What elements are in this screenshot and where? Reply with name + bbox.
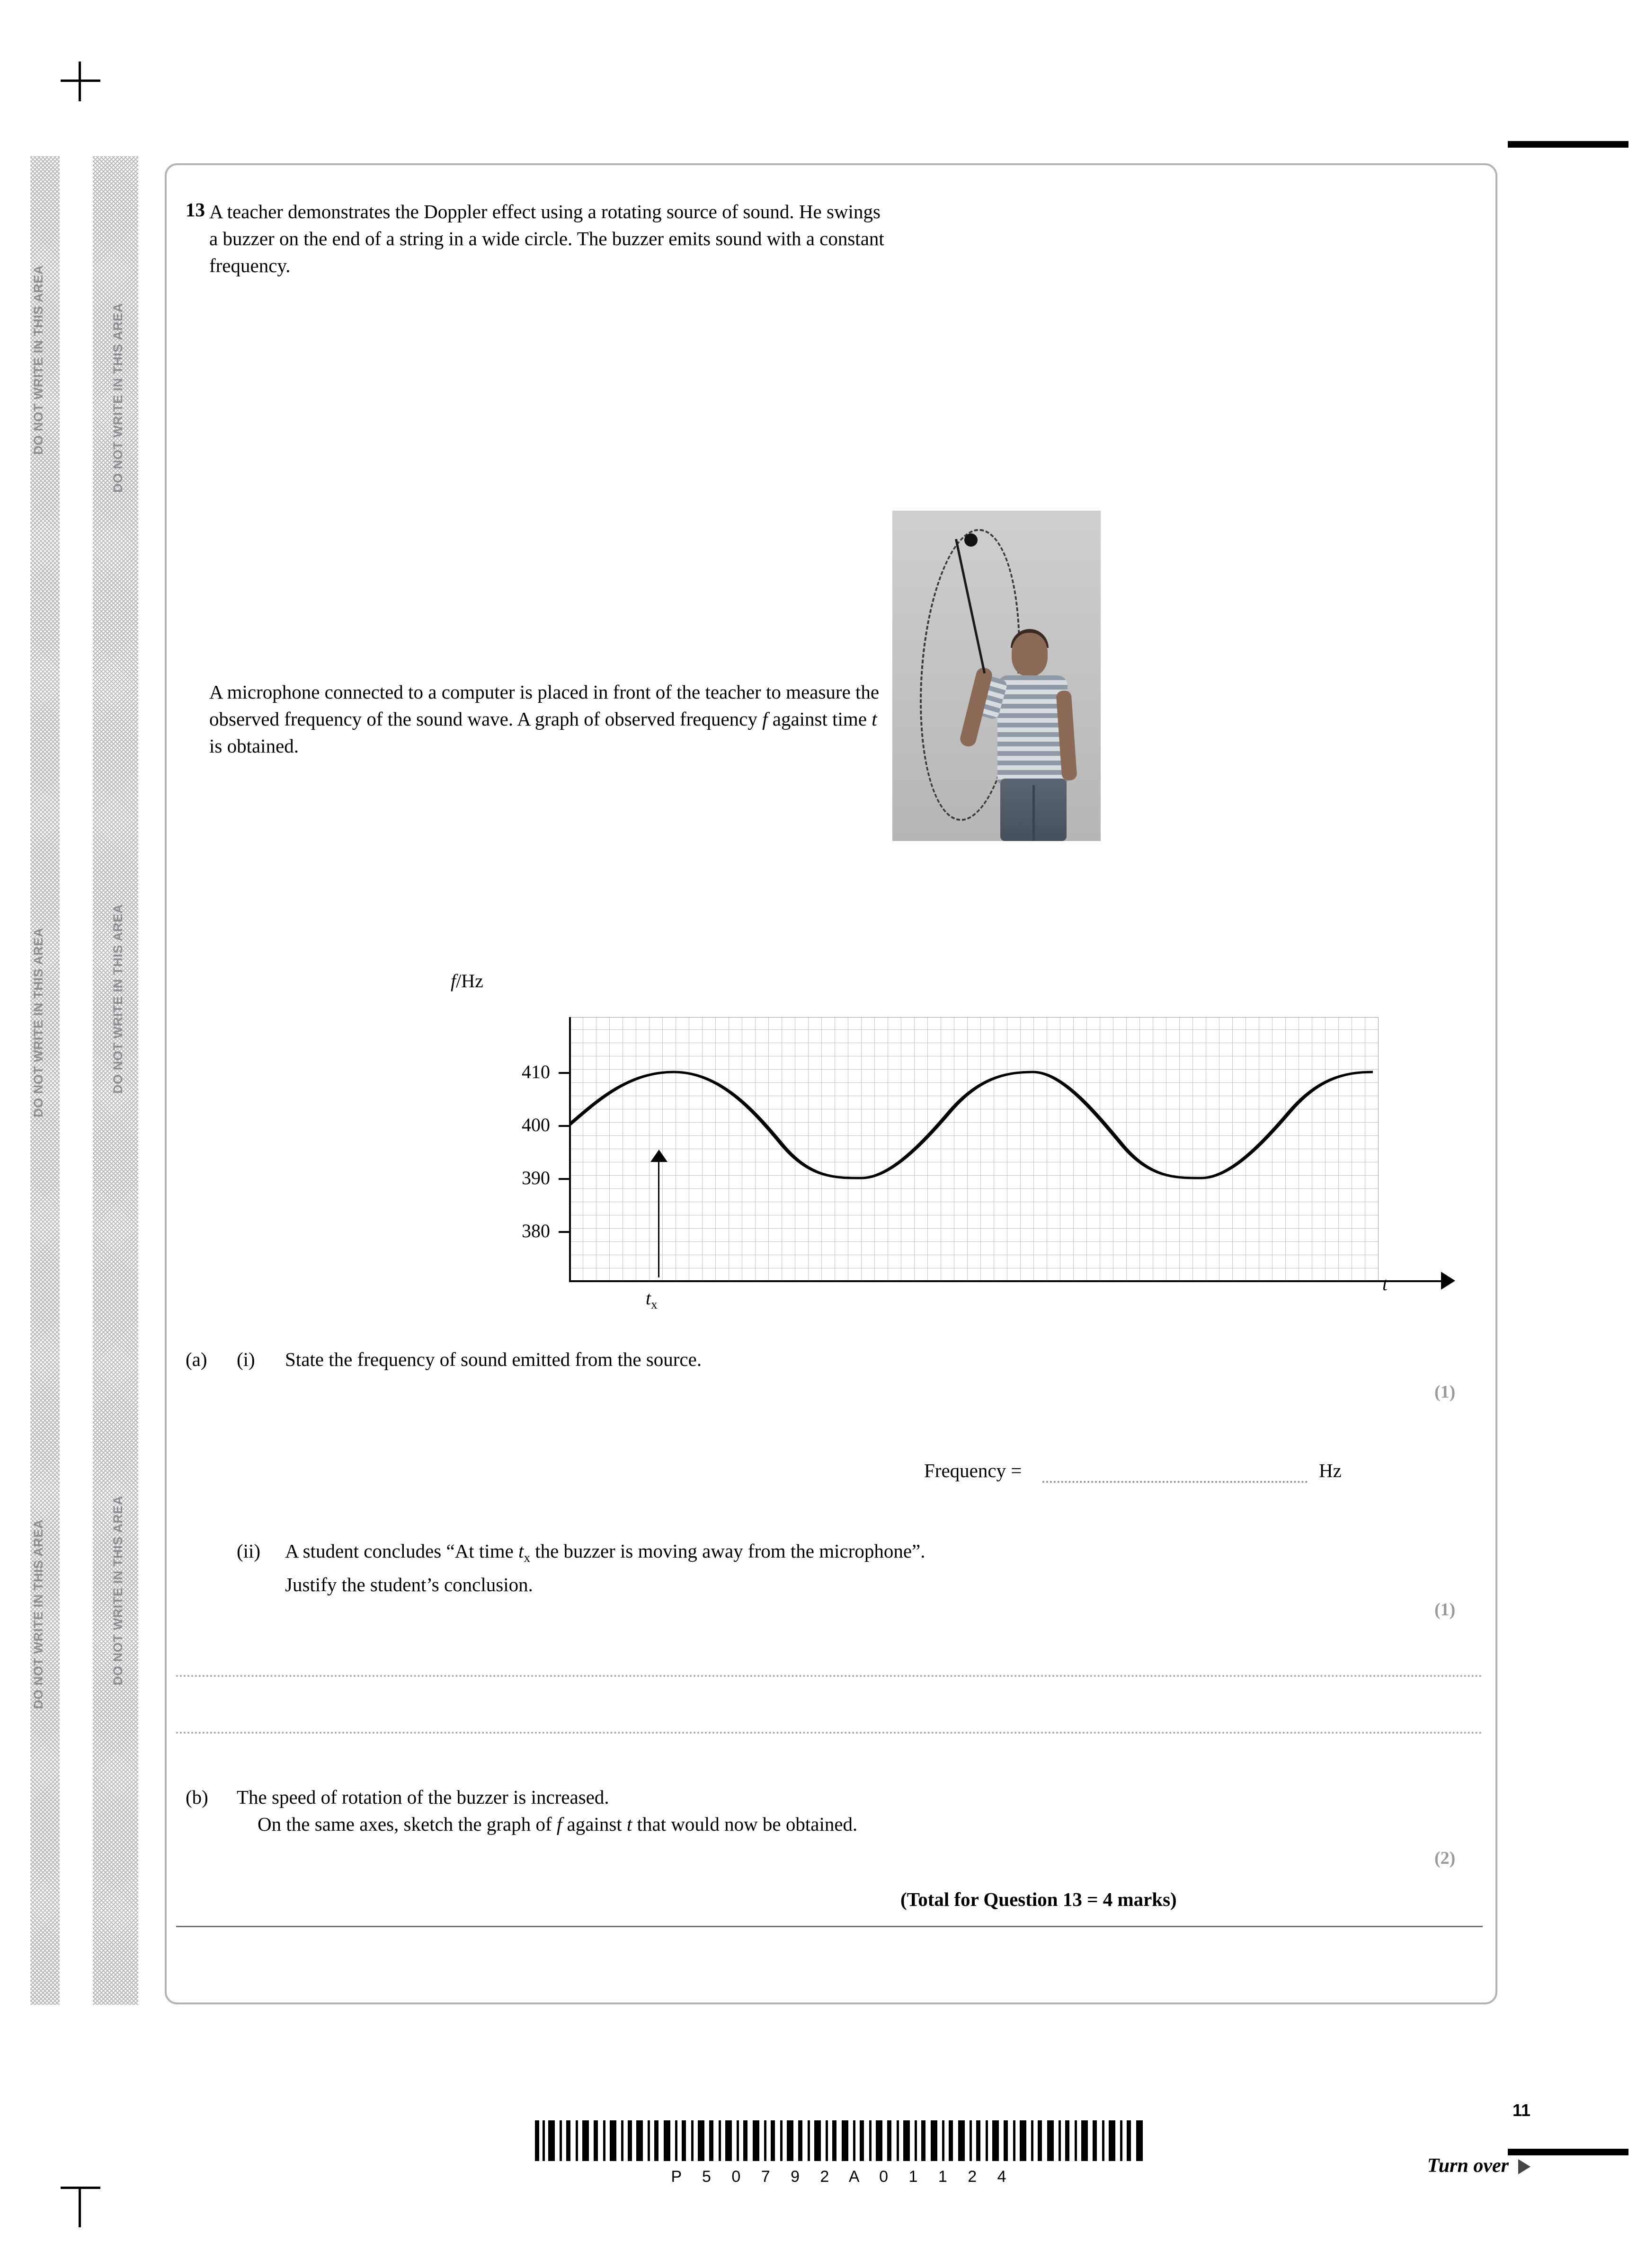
graph-x-axis-arrow (1441, 1272, 1455, 1290)
y-axis-label: f/Hz (451, 970, 483, 992)
symbol-t: t (872, 708, 877, 730)
question-panel (165, 163, 1497, 2004)
part-a-ii-text-b: the buzzer is moving away from the microphone”. (530, 1540, 925, 1562)
y-tick-label-380: 380 (522, 1220, 550, 1241)
turn-over-arrow-icon (1518, 2159, 1530, 2174)
part-a-ii-roman: (ii) (237, 1540, 261, 1562)
question-total: (Total for Question 13 = 4 marks) (900, 1888, 1177, 1910)
y-tick-label-390: 390 (522, 1167, 550, 1188)
tx-indicator-line (658, 1153, 659, 1277)
tx-label: $t_x$ (646, 1287, 658, 1311)
symbol-f: f (556, 1813, 562, 1835)
do-not-write-label: DO NOT WRITE IN THIS AREA (31, 1519, 45, 1709)
question-number: 13 (186, 199, 205, 221)
symbol-t-subscript: x (524, 1550, 530, 1565)
part-a-ii-text-a: A student concludes “At time (285, 1540, 519, 1562)
part-a-label: (a) (186, 1348, 207, 1370)
do-not-write-label: DO NOT WRITE IN THIS AREA (31, 265, 45, 455)
symbol-f: f (762, 708, 768, 730)
panel-content (167, 165, 1495, 2002)
barcode (535, 2120, 1146, 2161)
frequency-time-graph (432, 1003, 1407, 1344)
frequency-answer-input[interactable] (1042, 1481, 1308, 1483)
question-stem-line-3: frequency. (209, 255, 291, 276)
part-a-ii-marks: (1) (1434, 1600, 1456, 1620)
part-b-marks: (2) (1434, 1848, 1456, 1868)
person-head (1012, 633, 1048, 676)
part-b-text-line2: On the same axes, sketch the graph of f against t that would now be obtained. (258, 1813, 858, 1835)
crop-mark-top-left-vertical (79, 62, 81, 101)
frequency-curve (569, 1003, 1383, 1287)
symbol-t: t (626, 1813, 632, 1835)
frequency-answer-unit: Hz (1319, 1460, 1342, 1481)
do-not-write-label: DO NOT WRITE IN THIS AREA (111, 904, 125, 1094)
answer-line-2[interactable] (176, 1732, 1483, 1734)
do-not-write-label: DO NOT WRITE IN THIS AREA (31, 928, 45, 1117)
question-stem-line-1: A teacher demonstrates the Doppler effect using a rotating source of sound. He swings (209, 201, 881, 222)
part-a-ii-text-line2: Justify the student’s conclusion. (285, 1574, 533, 1596)
y-tick-label-400: 400 (522, 1114, 550, 1135)
total-divider (176, 1926, 1483, 1927)
question-stem (209, 198, 1345, 279)
part-b-text (237, 1784, 1373, 1838)
registration-bar-bottom (1508, 2149, 1628, 2155)
question-stem-line-2: a buzzer on the end of a string in a wide circle. The buzzer emits sound with a constant (209, 228, 884, 249)
part-a-i-marks: (1) (1434, 1382, 1456, 1402)
person-leg-split (1032, 785, 1035, 841)
buzzer-dot (964, 533, 978, 547)
paragraph-2-line-3: is obtained. (209, 735, 299, 757)
x-axis-label: t (1382, 1273, 1388, 1294)
part-a-i-text: State the frequency of sound emitted from the source. (285, 1348, 702, 1370)
paragraph-2-line-1: A microphone connected to a computer is placed in front of the teacher to measure the (209, 681, 880, 703)
page-number: 11 (1512, 2100, 1530, 2120)
symbol-t: t (518, 1540, 524, 1562)
barcode-text: P 5 0 7 9 2 A 0 1 1 2 4 (671, 2168, 1014, 2186)
paragraph-2-line-2a: observed frequency of the sound wave. A graph of observed frequency (209, 708, 763, 730)
part-b-text-line1: The speed of rotation of the buzzer is increased. (237, 1786, 609, 1808)
answer-line-1[interactable] (176, 1675, 1483, 1677)
crop-mark-bottom-left-vertical (79, 2188, 81, 2227)
y-tick-label-410: 410 (522, 1061, 550, 1082)
frequency-answer-prompt: Frequency = (924, 1460, 1022, 1481)
registration-bar-top (1508, 141, 1628, 148)
paragraph-2-line-2b: against time (767, 708, 872, 730)
part-a-ii-text (285, 1538, 1374, 1598)
part-b-label: (b) (186, 1786, 208, 1808)
do-not-write-label: DO NOT WRITE IN THIS AREA (111, 1496, 125, 1685)
turn-over-label: Turn over (1427, 2155, 1509, 2177)
teacher-swinging-buzzer-photo (892, 511, 1101, 841)
do-not-write-label: DO NOT WRITE IN THIS AREA (111, 303, 125, 493)
question-paragraph-2 (209, 679, 1355, 760)
part-a-i-roman: (i) (237, 1348, 255, 1370)
